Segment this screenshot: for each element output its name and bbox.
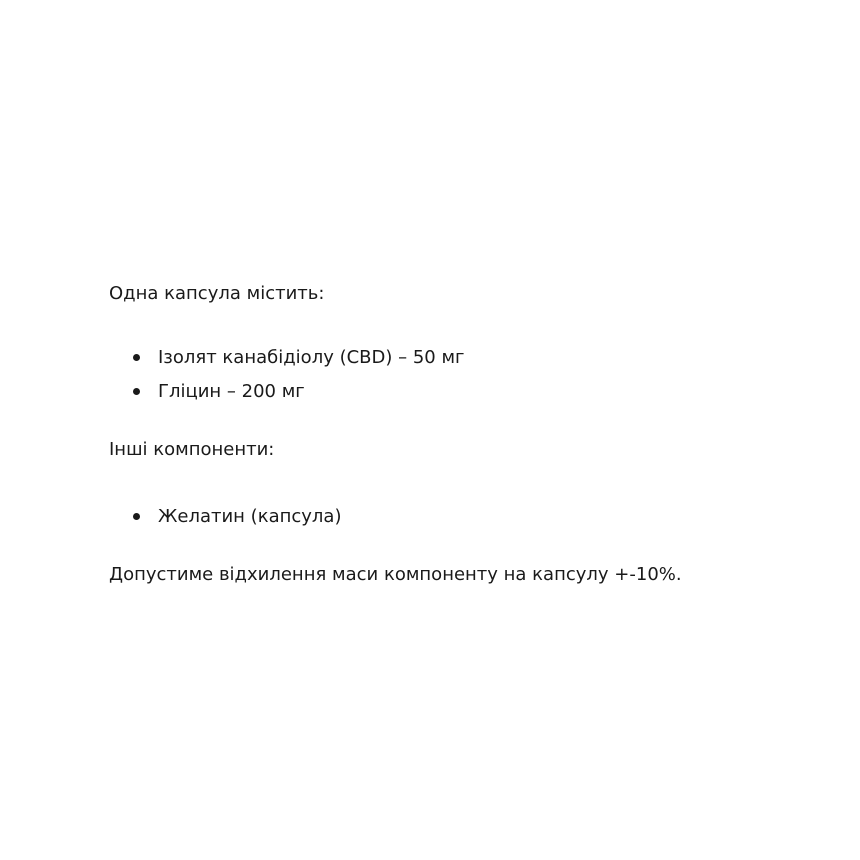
intro-text: Одна капсула містить: (109, 283, 325, 304)
other-components-heading: Інші компоненти: (109, 439, 275, 460)
ingredient-label: Гліцин – 200 мг (158, 381, 305, 402)
composition-text (109, 280, 809, 589)
other-components-list (109, 500, 809, 534)
ingredient-label: Ізолят канабідіолу (CBD) – 50 мг (158, 347, 465, 368)
list-item (133, 341, 809, 375)
tolerance-note: Допустиме відхилення маси компоненту на капсулу +-10%. (109, 564, 682, 585)
list-item (133, 375, 809, 409)
ingredients-list (109, 341, 809, 409)
list-item (133, 500, 809, 534)
bullet-icon (133, 388, 140, 395)
component-label: Желатин (капсула) (158, 506, 342, 527)
bullet-icon (133, 354, 140, 361)
bullet-icon (133, 513, 140, 520)
